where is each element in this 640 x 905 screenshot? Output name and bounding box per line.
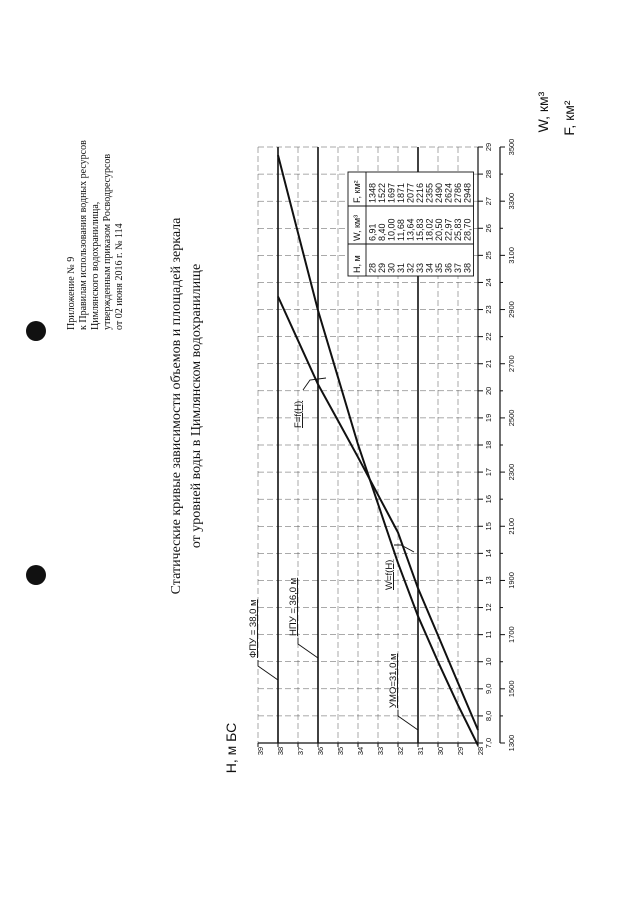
h-tick-label: 38 xyxy=(275,746,285,756)
level-leader xyxy=(398,710,418,730)
w-tick-label: 12 xyxy=(483,603,493,612)
f-tick-label: 2500 xyxy=(506,409,516,427)
w-tick-label: 25 xyxy=(483,251,493,260)
appendix-block xyxy=(66,140,125,330)
table-cell: 38 xyxy=(462,262,473,273)
level-label: ФПУ = 38,0 м xyxy=(248,599,259,658)
f-tick-label: 1700 xyxy=(506,626,516,643)
f-tick-label: 3300 xyxy=(506,192,516,210)
appendix-line-4: утвержденным приказом Росводресурсов xyxy=(102,153,113,330)
w-tick-label: 13 xyxy=(483,576,493,585)
table-cell: 2490 xyxy=(434,182,444,203)
chart-title xyxy=(169,217,204,594)
w-tick-label: 8,0 xyxy=(483,710,493,722)
f-tick-label: 3100 xyxy=(506,247,516,264)
appendix-line-3: Цимлянского водохранилища, xyxy=(90,201,101,330)
table-cell: 2624 xyxy=(443,182,454,203)
table-cell: 31 xyxy=(396,262,406,273)
h-tick-label: 31 xyxy=(415,746,425,756)
f-tick-label: 2300 xyxy=(506,463,516,481)
table-cell: 29 xyxy=(377,262,387,273)
w-tick-label: 20 xyxy=(483,386,493,395)
w-tick-label: 24 xyxy=(483,278,493,287)
w-tick-label: 7,0 xyxy=(483,737,493,749)
f-tick-label: 2700 xyxy=(506,355,516,373)
w-axis-title: W, км³ xyxy=(535,91,551,133)
appendix-line-5: от 02 июня 2016 г. № 114 xyxy=(114,223,125,330)
f-tick-label: 1900 xyxy=(506,572,516,589)
h-tick-label: 30 xyxy=(435,746,445,756)
w-tick-label: 9,0 xyxy=(483,683,493,695)
h-axis-title: Н, м БС xyxy=(223,722,239,774)
table-cell: 1697 xyxy=(386,182,397,203)
w-tick-label: 28 xyxy=(483,169,493,179)
w-tick-label: 16 xyxy=(483,495,493,504)
appendix-line-1: Приложение № 9 xyxy=(66,256,77,330)
f-tick-label: 2900 xyxy=(506,301,516,318)
table-cell: 15,83 xyxy=(415,218,425,241)
w-tick-label: 22 xyxy=(483,332,493,341)
w-tick-label: 19 xyxy=(483,413,493,423)
h-tick-label: 35 xyxy=(335,746,345,756)
f-curve-label: F=f(H) xyxy=(293,400,304,428)
h-tick-label: 32 xyxy=(395,746,405,756)
table-cell: 33 xyxy=(415,262,425,273)
table-header-cell: Н, м xyxy=(352,255,362,273)
table-cell: 35 xyxy=(434,262,444,273)
table-cell: 20,50 xyxy=(434,218,444,241)
h-tick-label: 28 xyxy=(475,746,485,756)
w-tick-label: 23 xyxy=(483,305,493,314)
f-tick-label: 1500 xyxy=(506,680,516,698)
h-tick-label: 29 xyxy=(455,746,465,756)
table-cell: 25,83 xyxy=(453,218,463,241)
f-axis-title: F, км² xyxy=(561,100,577,136)
w-curve-label: W=f(H) xyxy=(384,559,395,590)
table-cell: 28,70 xyxy=(462,218,473,241)
w-tick-label: 26 xyxy=(483,224,493,233)
table-cell: 28 xyxy=(367,262,378,273)
appendix-line-2: к Правилам использования водных ресурсов xyxy=(78,140,89,330)
table-cell: 13,64 xyxy=(405,218,416,241)
f-tick-label: 3500 xyxy=(506,138,516,156)
h-tick-label: 34 xyxy=(355,746,365,756)
table-cell: 8,40 xyxy=(377,223,387,241)
w-tick-label: 11 xyxy=(483,630,493,639)
w-tick-label: 15 xyxy=(483,522,493,531)
w-tick-label: 10 xyxy=(483,657,493,666)
f-curve-leader xyxy=(303,378,326,390)
table-cell: 36 xyxy=(443,262,454,273)
table-header-cell: F, км² xyxy=(352,180,362,203)
table-cell: 32 xyxy=(405,262,416,273)
table-cell: 34 xyxy=(424,262,435,273)
title-line-2: от уровней воды в Цимлянском водохранилище xyxy=(189,263,204,549)
w-tick-label: 27 xyxy=(483,197,493,206)
h-tick-label: 36 xyxy=(315,746,325,756)
data-table xyxy=(348,172,474,276)
table-cell: 2786 xyxy=(453,182,463,203)
table-cell: 1348 xyxy=(367,182,378,203)
table-cell: 37 xyxy=(453,262,463,273)
f-tick-label: 1300 xyxy=(506,734,516,752)
table-cell: 2216 xyxy=(415,182,425,203)
h-tick-label: 33 xyxy=(375,746,385,756)
table-cell: 30 xyxy=(386,262,397,273)
w-tick-label: 14 xyxy=(483,549,493,558)
table-cell: 2948 xyxy=(462,182,473,203)
table-cell: 10,00 xyxy=(386,218,397,241)
w-tick-label: 17 xyxy=(483,467,493,477)
f-tick-label: 2100 xyxy=(506,517,516,535)
table-cell: 1522 xyxy=(377,182,387,203)
w-tick-label: 29 xyxy=(483,142,493,152)
h-tick-label: 39 xyxy=(255,746,265,756)
table-cell: 22,97 xyxy=(443,218,454,241)
table-cell: 6,91 xyxy=(367,223,378,241)
w-tick-label: 18 xyxy=(483,440,493,450)
w-tick-label: 21 xyxy=(483,359,493,368)
table-cell: 2355 xyxy=(424,182,435,203)
table-header-cell: W, км³ xyxy=(352,214,362,241)
level-leader xyxy=(258,660,278,680)
level-leader xyxy=(298,638,318,658)
h-tick-label: 37 xyxy=(295,746,305,756)
table-cell: 11,68 xyxy=(396,219,406,241)
table-cell: 2077 xyxy=(405,182,416,203)
level-label: НПУ = 36,0 м xyxy=(288,577,299,636)
title-line-1: Статические кривые зависимости объемов и площадей зеркала xyxy=(169,217,184,595)
level-label: УМО=31,0 м xyxy=(388,653,399,708)
table-cell: 18,02 xyxy=(424,218,435,241)
table-cell: 1871 xyxy=(396,182,406,203)
